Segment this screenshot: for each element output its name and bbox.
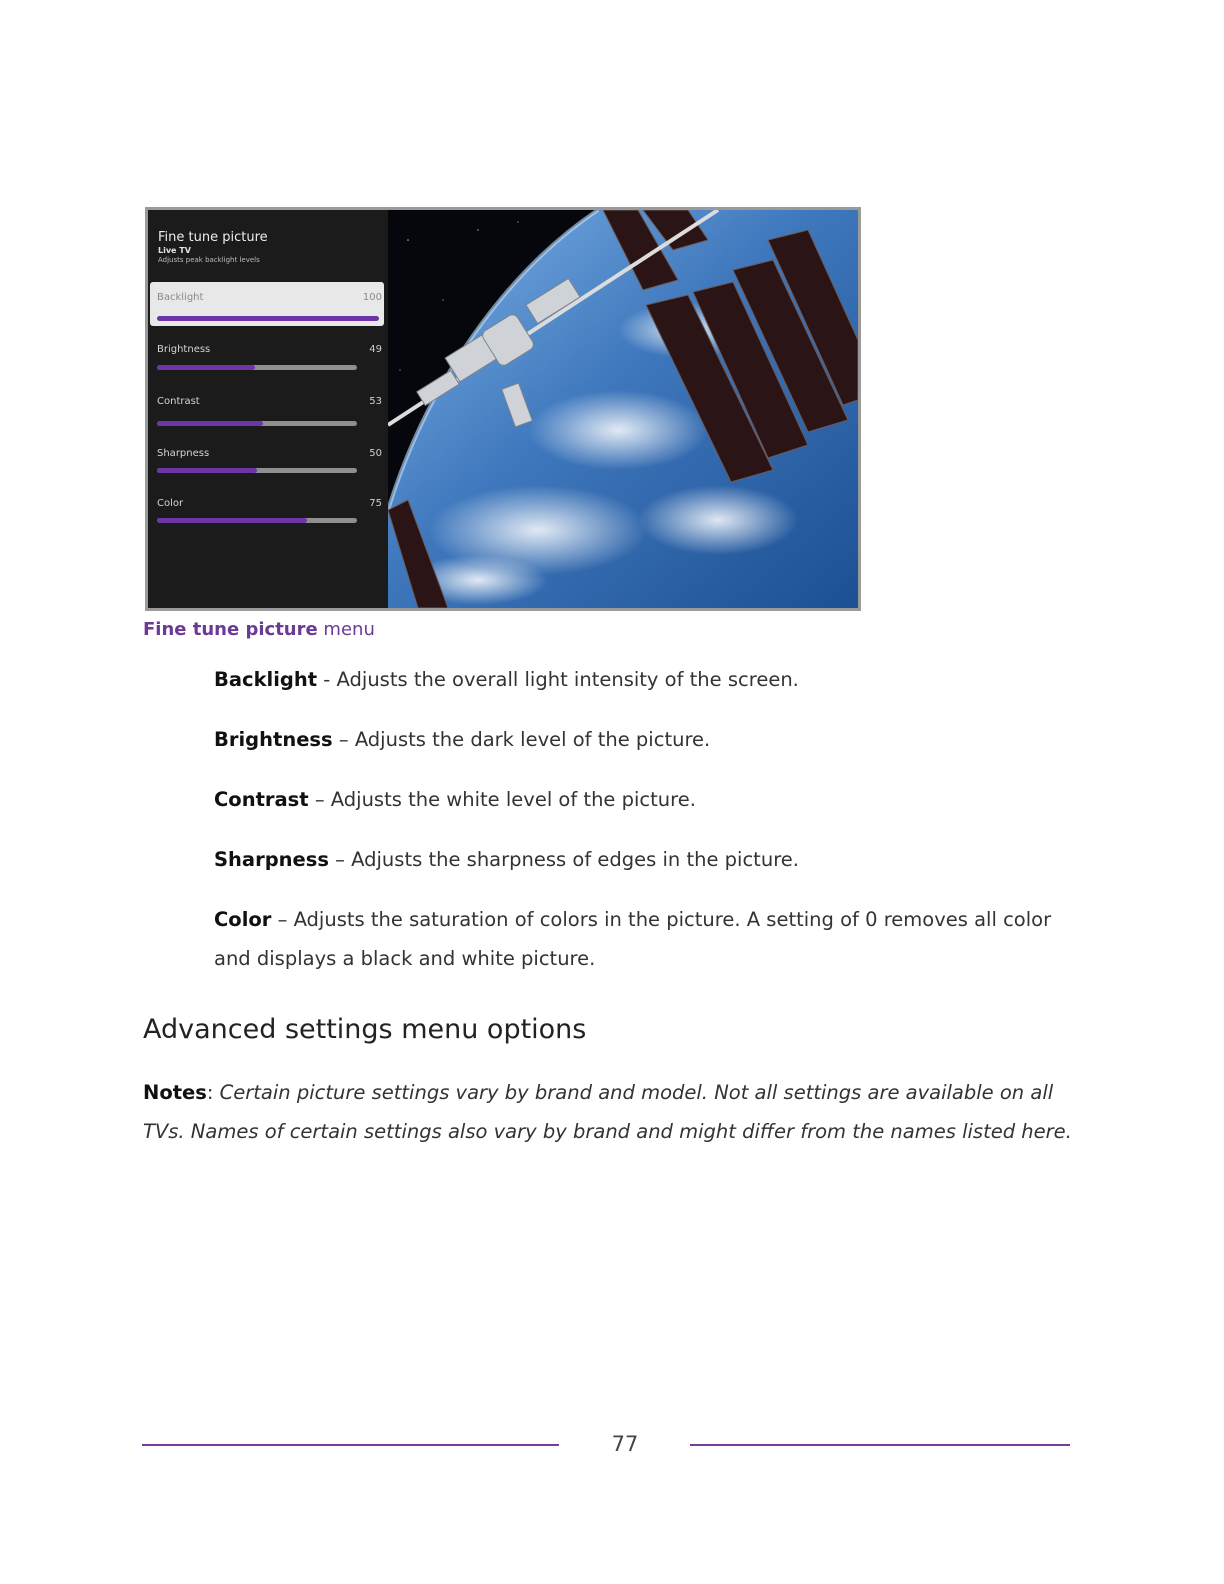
setting-label: Brightness [157,344,211,355]
section-heading: Advanced settings menu options [143,1014,587,1045]
definition-separator: – [271,908,294,931]
setting-value: 100 [362,292,382,303]
fine-tune-menu-panel [148,210,388,608]
figure-caption [143,619,375,640]
slider-fill [157,518,307,523]
definition-contrast [214,780,1064,819]
backlight-slider[interactable] [157,316,379,321]
definition-text: Adjusts the sharpness of edges in the picture. [351,848,799,871]
sharpness-slider[interactable] [157,468,357,473]
setting-value: 75 [369,498,382,509]
menu-title: Fine tune picture [158,230,268,245]
color-slider[interactable] [157,518,357,523]
contrast-slider[interactable] [157,421,357,426]
setting-value: 50 [369,448,382,459]
definition-color [214,900,1064,978]
definition-sharpness [214,840,1064,879]
definition-backlight [214,660,1064,699]
definition-separator: - [317,668,337,691]
setting-value: 53 [369,396,382,407]
slider-fill [157,468,257,473]
definition-text: Adjusts the white level of the picture. [330,788,696,811]
setting-value: 49 [369,344,382,355]
definition-term: Color [214,908,272,931]
definition-separator: – [332,728,355,751]
definition-text: Adjusts the saturation of colors in the picture. A setting of 0 removes all color and displays a black and white picture. [214,908,1052,970]
footer-rule-right [690,1444,1070,1446]
slider-fill [157,316,379,321]
definition-term: Brightness [214,728,333,751]
footer-rule-left [142,1444,559,1446]
page-number: 77 [611,1432,639,1456]
notes-text: Certain picture settings vary by brand and model. Not all settings are available on all TVs. Names of certain settings also vary by brand and might differ from the names listed here. [143,1081,1072,1143]
brightness-slider[interactable] [157,365,357,370]
menu-subtitle: Live TV [158,246,191,255]
definition-term: Backlight [214,668,318,691]
menu-description: Adjusts peak backlight levels [158,256,260,264]
setting-brightness[interactable] [148,334,388,378]
setting-label: Contrast [157,396,200,407]
fine-tune-picture-screenshot [145,207,861,611]
setting-label: Color [157,498,184,509]
settings-definitions [214,660,1064,999]
setting-label: Sharpness [157,448,210,459]
caption-rest: menu [317,619,375,640]
notes-paragraph [143,1073,1073,1151]
space-station-background-image [388,210,858,608]
caption-strong: Fine tune picture [143,619,318,640]
setting-label: Backlight [157,292,204,303]
slider-fill [157,365,255,370]
slider-fill [157,421,263,426]
definition-term: Sharpness [214,848,329,871]
definition-term: Contrast [214,788,309,811]
setting-sharpness[interactable] [148,438,388,482]
setting-color[interactable] [148,488,388,532]
setting-backlight[interactable] [148,282,388,326]
definition-text: Adjusts the overall light intensity of the screen. [336,668,799,691]
definition-brightness [214,720,1064,759]
definition-separator: – [308,788,331,811]
definition-separator: – [328,848,352,871]
notes-label: Notes [143,1081,207,1104]
notes-separator: : [206,1081,220,1104]
setting-contrast[interactable] [148,386,388,430]
definition-text: Adjusts the dark level of the picture. [354,728,711,751]
